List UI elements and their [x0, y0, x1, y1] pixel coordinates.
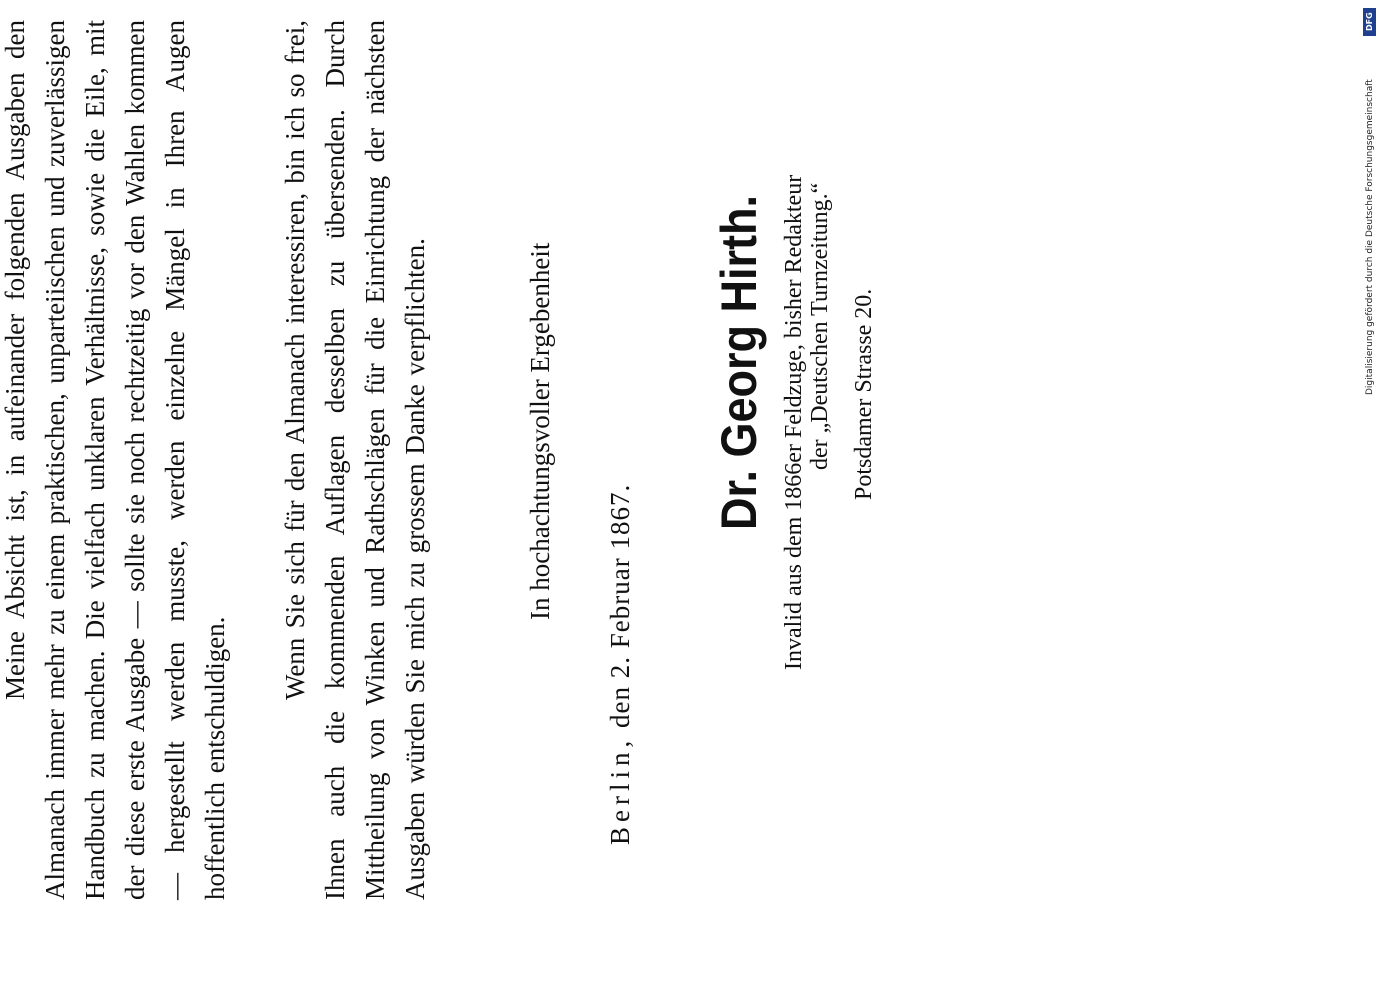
rotated-letter-sheet [0, 20, 920, 960]
signer-name: Dr. Georg Hirth. [711, 194, 767, 530]
dfg-logo: DFG [1363, 8, 1376, 36]
paragraph-2: Meine Absicht ist, in aufeinander folgenden Ausgaben den Almanach immer mehr zu einem praktischen, unparteiischen und zuverlässigen Handbuch zu machen. Die vielfach unklaren Verhältnisse, sowie die Eile, mit der diese erste Ausgabe — sollte sie noch rechtzeitig vor den Wahlen kommen — hergestellt werden musste, werden einzelne Mängel in Ihren Augen hoffentlich entschuldigen. [0, 20, 230, 900]
signer-title-line: Invalid aus dem 1866er Feldzuge, bisher Redakteur [781, 174, 807, 670]
signer-address: Potsdamer Strasse 20. [851, 288, 877, 500]
date-place: Berlin, [605, 735, 635, 845]
date-rest: den 2. Februar 1867. [605, 483, 635, 736]
dfg-attribution-text: Digitalisierung gefördert durch die Deutsche Forschungsgemeinschaft [1365, 79, 1375, 395]
dfg-attribution [1363, 8, 1377, 393]
date-line [605, 484, 636, 845]
paragraph-3: Wenn Sie sich für den Almanach interessiren, bin ich so frei, Ihnen auch die kommenden Auflagen desselben zu übersenden. Durch Mittheilung von Winken und Rathschlägen für die Einrichtung der nächsten Ausgaben würden Sie mich zu grossem Danke verpflichten. [280, 20, 430, 900]
signer-newspaper-line: der „Deutschen Turnzeitung.“ [807, 182, 833, 470]
closing-phrase: In hochachtungsvoller Ergebenheit [525, 242, 555, 620]
